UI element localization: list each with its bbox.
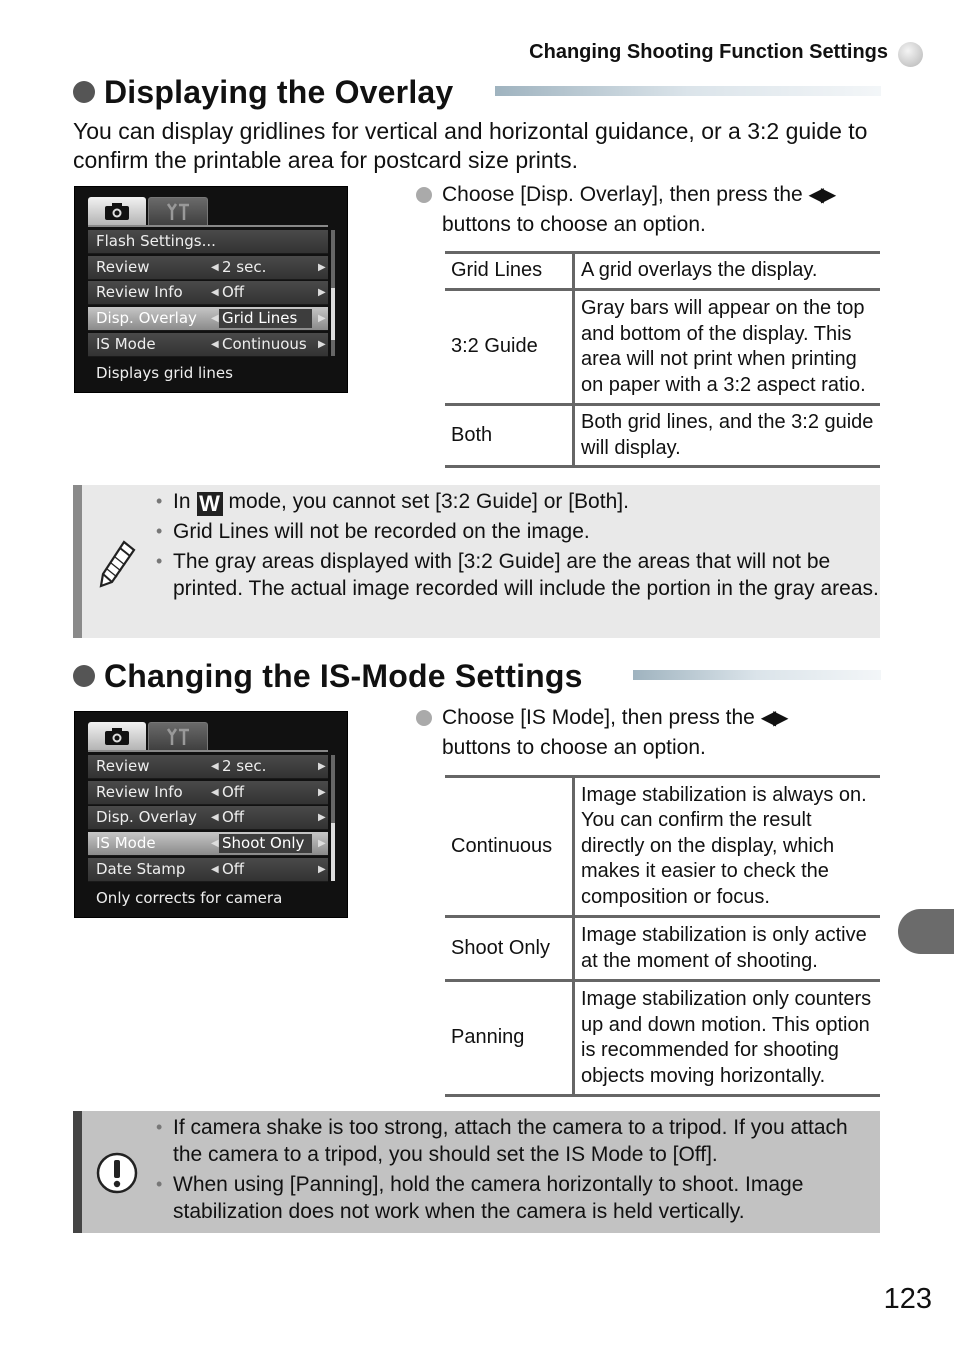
camera-icon: [104, 727, 130, 745]
caution-item: • If camera shake is too strong, attach the camera to a tripod. If you attach the camera to a tripod, you should set the IS Mode to [Off].: [156, 1116, 848, 1166]
menu-description: Only corrects for camera: [96, 889, 283, 907]
table-row: 3:2 Guide Gray bars will appear on the top and bottom of the display. This area will not print when printing on paper with a 3:2 aspect ratio.: [445, 290, 880, 405]
note-item: • The gray areas displayed with [3:2 Guide] are the areas that will not be printed. The actual image recorded will include the portion in the gray areas.: [156, 550, 879, 600]
shooting-tab: [88, 722, 146, 750]
intro-paragraph: You can display gridlines for vertical and horizontal guidance, or a 3:2 guide to confirm the printable area for postcard size prints.: [73, 118, 868, 173]
step-instruction: Choose [IS Mode], then press the ◀▶ buttons to choose an option.: [442, 706, 786, 759]
table-row: Shoot Only Image stabilization is only active at the moment of shooting.: [445, 917, 880, 981]
camera-menu-screenshot: [74, 711, 348, 918]
note-item: • In W mode, you cannot set [3:2 Guide] or [Both].: [156, 490, 629, 516]
menu-row: Review Info ◀ Off ▶: [88, 781, 328, 805]
menu-row-selected: Disp. Overlay ◀ Grid Lines ▶: [88, 307, 328, 331]
chapter-side-tab: [898, 909, 954, 954]
menu-row: Review ◀ 2 sec. ▶: [88, 256, 328, 280]
wrench-icon: [165, 203, 191, 221]
menu-row: Disp. Overlay ◀ Off ▶: [88, 806, 328, 830]
page-number: 123: [883, 1283, 932, 1315]
wide-mode-icon: W: [197, 492, 223, 516]
running-header: Changing Shooting Function Settings: [529, 41, 888, 63]
section-bullet-icon: [73, 81, 95, 103]
section-title-ismode: Changing the IS-Mode Settings: [104, 658, 583, 694]
caution-box: [73, 1111, 880, 1233]
menu-row: Review ◀ 2 sec. ▶: [88, 755, 328, 779]
table-row: Grid Lines A grid overlays the display.: [445, 253, 880, 290]
wrench-icon: [165, 728, 191, 746]
exclamation-icon: [95, 1151, 139, 1195]
menu-scrollbar: [331, 230, 335, 356]
note-box: [73, 485, 880, 638]
left-right-buttons-icon: ◀▶: [760, 707, 786, 729]
left-right-buttons-icon: ◀▶: [808, 184, 834, 206]
section-title-overlay: Displaying the Overlay: [104, 74, 454, 110]
table-row: Both Both grid lines, and the 3:2 guide will display.: [445, 405, 880, 467]
section-title-bar: [495, 86, 881, 96]
menu-row-selected: IS Mode ◀ Shoot Only ▶: [88, 832, 328, 856]
camera-menu-screenshot: [74, 186, 348, 393]
menu-row: IS Mode ◀ Continuous ▶: [88, 333, 328, 357]
menu-row: Date Stamp ◀ Off ▶: [88, 858, 328, 882]
overlay-options-table: [445, 251, 880, 468]
menu-row: Review Info ◀ Off ▶: [88, 281, 328, 305]
settings-tab: [148, 197, 208, 226]
caution-item: • When using [Panning], hold the camera horizontally to shoot. Image stabilization does not work when the camera is held vertically.: [156, 1173, 804, 1223]
step-bullet-icon: [416, 710, 432, 726]
ismode-options-table: [445, 775, 880, 1097]
shooting-tab: [88, 197, 146, 225]
menu-description: Displays grid lines: [96, 364, 233, 382]
menu-row: Flash Settings...: [88, 230, 328, 254]
header-dot-icon: [898, 42, 923, 67]
section-title-bar: [633, 670, 881, 680]
step-bullet-icon: [416, 187, 432, 203]
settings-tab: [148, 722, 208, 751]
section-bullet-icon: [73, 665, 95, 687]
note-item: • Grid Lines will not be recorded on the image.: [156, 520, 590, 543]
step-instruction: Choose [Disp. Overlay], then press the ◀▶ buttons to choose an option.: [442, 183, 834, 236]
menu-scrollbar: [331, 755, 335, 881]
table-row: Continuous Image stabilization is always on. You can confirm the result directly on the display, which makes it easier to check the composition or focus.: [445, 777, 880, 917]
table-row: Panning Image stabilization only counters up and down motion. This option is recommended for shooting objects moving horizontally.: [445, 981, 880, 1096]
pencil-icon: [98, 539, 138, 589]
camera-icon: [104, 202, 130, 220]
